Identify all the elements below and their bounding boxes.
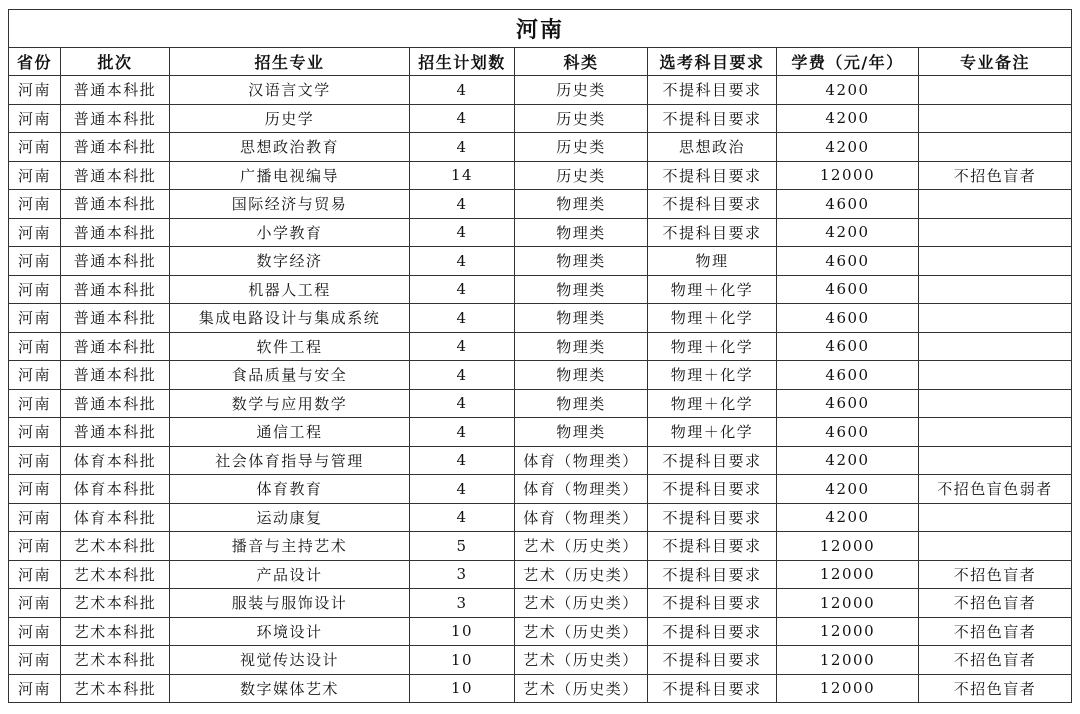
cell-batch: 体育本科批 [61, 446, 170, 475]
column-header-province: 省份 [9, 48, 61, 76]
cell-major: 播音与主持艺术 [170, 532, 410, 561]
table-row [9, 275, 1072, 304]
cell-plan-count: 14 [410, 161, 515, 190]
cell-notes: 不招色盲者 [919, 646, 1072, 675]
cell-subject-requirement: 不提科目要求 [648, 617, 777, 646]
cell-plan-count: 4 [410, 218, 515, 247]
cell-batch: 普通本科批 [61, 418, 170, 447]
cell-subject-requirement: 不提科目要求 [648, 589, 777, 618]
cell-province: 河南 [9, 389, 61, 418]
cell-province: 河南 [9, 532, 61, 561]
cell-batch: 普通本科批 [61, 275, 170, 304]
cell-plan-count: 3 [410, 560, 515, 589]
cell-tuition: 4200 [777, 503, 919, 532]
table-row [9, 190, 1072, 219]
cell-batch: 普通本科批 [61, 332, 170, 361]
cell-major: 数字经济 [170, 247, 410, 276]
cell-category: 历史类 [515, 161, 648, 190]
cell-subject-requirement: 物理 [648, 247, 777, 276]
enrollment-plan-sheet [8, 9, 1071, 703]
cell-plan-count: 3 [410, 589, 515, 618]
cell-batch: 艺术本科批 [61, 560, 170, 589]
cell-province: 河南 [9, 589, 61, 618]
cell-batch: 普通本科批 [61, 218, 170, 247]
cell-province: 河南 [9, 361, 61, 390]
column-header-category: 科类 [515, 48, 648, 76]
cell-subject-requirement: 物理＋化学 [648, 361, 777, 390]
cell-plan-count: 4 [410, 133, 515, 162]
cell-batch: 体育本科批 [61, 503, 170, 532]
cell-tuition: 12000 [777, 161, 919, 190]
cell-subject-requirement: 物理＋化学 [648, 389, 777, 418]
cell-category: 历史类 [515, 133, 648, 162]
cell-subject-requirement: 不提科目要求 [648, 218, 777, 247]
cell-batch: 艺术本科批 [61, 532, 170, 561]
table-body [9, 76, 1072, 703]
cell-notes [919, 190, 1072, 219]
cell-category: 艺术（历史类） [515, 589, 648, 618]
cell-province: 河南 [9, 304, 61, 333]
cell-notes: 不招色盲者 [919, 674, 1072, 703]
cell-tuition: 4600 [777, 389, 919, 418]
cell-batch: 普通本科批 [61, 76, 170, 105]
column-header-subject-requirement: 选考科目要求 [648, 48, 777, 76]
cell-category: 物理类 [515, 361, 648, 390]
cell-plan-count: 4 [410, 332, 515, 361]
cell-tuition: 4200 [777, 446, 919, 475]
cell-major: 集成电路设计与集成系统 [170, 304, 410, 333]
cell-subject-requirement: 物理＋化学 [648, 332, 777, 361]
cell-notes [919, 275, 1072, 304]
cell-province: 河南 [9, 190, 61, 219]
table-row [9, 361, 1072, 390]
cell-category: 艺术（历史类） [515, 646, 648, 675]
title-row [9, 10, 1072, 48]
cell-major: 软件工程 [170, 332, 410, 361]
cell-plan-count: 4 [410, 190, 515, 219]
cell-major: 运动康复 [170, 503, 410, 532]
cell-subject-requirement: 不提科目要求 [648, 104, 777, 133]
cell-notes [919, 304, 1072, 333]
cell-province: 河南 [9, 503, 61, 532]
cell-category: 物理类 [515, 418, 648, 447]
cell-subject-requirement: 不提科目要求 [648, 76, 777, 105]
cell-tuition: 4200 [777, 76, 919, 105]
cell-category: 物理类 [515, 275, 648, 304]
cell-province: 河南 [9, 646, 61, 675]
cell-subject-requirement: 不提科目要求 [648, 560, 777, 589]
cell-tuition: 4600 [777, 361, 919, 390]
cell-province: 河南 [9, 104, 61, 133]
cell-notes: 不招色盲者 [919, 560, 1072, 589]
cell-plan-count: 10 [410, 646, 515, 675]
cell-batch: 普通本科批 [61, 361, 170, 390]
cell-major: 小学教育 [170, 218, 410, 247]
cell-province: 河南 [9, 218, 61, 247]
column-header-plan-count: 招生计划数 [410, 48, 515, 76]
table-row [9, 389, 1072, 418]
cell-notes: 不招色盲者 [919, 589, 1072, 618]
cell-tuition: 4600 [777, 304, 919, 333]
cell-batch: 普通本科批 [61, 190, 170, 219]
cell-category: 历史类 [515, 104, 648, 133]
cell-category: 艺术（历史类） [515, 532, 648, 561]
cell-major: 体育教育 [170, 475, 410, 504]
table-row [9, 332, 1072, 361]
cell-subject-requirement: 不提科目要求 [648, 646, 777, 675]
cell-tuition: 4600 [777, 275, 919, 304]
cell-plan-count: 4 [410, 418, 515, 447]
cell-province: 河南 [9, 475, 61, 504]
cell-category: 物理类 [515, 218, 648, 247]
cell-tuition: 12000 [777, 532, 919, 561]
cell-subject-requirement: 不提科目要求 [648, 161, 777, 190]
cell-province: 河南 [9, 446, 61, 475]
cell-category: 体育（物理类） [515, 446, 648, 475]
cell-notes [919, 332, 1072, 361]
cell-notes: 不招色盲者 [919, 617, 1072, 646]
cell-notes [919, 532, 1072, 561]
cell-batch: 普通本科批 [61, 247, 170, 276]
table-row [9, 560, 1072, 589]
cell-subject-requirement: 不提科目要求 [648, 190, 777, 219]
cell-category: 历史类 [515, 76, 648, 105]
cell-major: 视觉传达设计 [170, 646, 410, 675]
cell-province: 河南 [9, 76, 61, 105]
table-row [9, 304, 1072, 333]
cell-province: 河南 [9, 133, 61, 162]
cell-major: 广播电视编导 [170, 161, 410, 190]
cell-major: 数学与应用数学 [170, 389, 410, 418]
cell-tuition: 12000 [777, 674, 919, 703]
column-header-tuition: 学费（元/年） [777, 48, 919, 76]
cell-plan-count: 4 [410, 389, 515, 418]
cell-notes [919, 503, 1072, 532]
cell-tuition: 12000 [777, 646, 919, 675]
cell-major: 食品质量与安全 [170, 361, 410, 390]
cell-notes [919, 218, 1072, 247]
cell-notes: 不招色盲色弱者 [919, 475, 1072, 504]
cell-batch: 艺术本科批 [61, 617, 170, 646]
cell-subject-requirement: 不提科目要求 [648, 475, 777, 504]
cell-subject-requirement: 物理＋化学 [648, 304, 777, 333]
cell-major: 服装与服饰设计 [170, 589, 410, 618]
cell-category: 体育（物理类） [515, 503, 648, 532]
cell-batch: 普通本科批 [61, 133, 170, 162]
cell-province: 河南 [9, 418, 61, 447]
table-row [9, 475, 1072, 504]
table-row [9, 133, 1072, 162]
table-row [9, 503, 1072, 532]
table-row [9, 218, 1072, 247]
cell-category: 艺术（历史类） [515, 617, 648, 646]
cell-plan-count: 10 [410, 674, 515, 703]
table-row [9, 446, 1072, 475]
column-header-notes: 专业备注 [919, 48, 1072, 76]
cell-province: 河南 [9, 560, 61, 589]
cell-notes [919, 76, 1072, 105]
cell-tuition: 4200 [777, 475, 919, 504]
cell-category: 体育（物理类） [515, 475, 648, 504]
table-row [9, 646, 1072, 675]
cell-major: 思想政治教育 [170, 133, 410, 162]
cell-plan-count: 5 [410, 532, 515, 561]
cell-subject-requirement: 不提科目要求 [648, 674, 777, 703]
cell-tuition: 4600 [777, 190, 919, 219]
cell-province: 河南 [9, 247, 61, 276]
cell-subject-requirement: 物理＋化学 [648, 275, 777, 304]
cell-province: 河南 [9, 161, 61, 190]
cell-major: 环境设计 [170, 617, 410, 646]
cell-subject-requirement: 物理＋化学 [648, 418, 777, 447]
cell-category: 艺术（历史类） [515, 674, 648, 703]
table-title: 河南 [9, 10, 1072, 48]
cell-category: 物理类 [515, 247, 648, 276]
table-row [9, 104, 1072, 133]
cell-tuition: 4200 [777, 133, 919, 162]
cell-category: 物理类 [515, 332, 648, 361]
cell-major: 产品设计 [170, 560, 410, 589]
cell-subject-requirement: 不提科目要求 [648, 446, 777, 475]
cell-province: 河南 [9, 674, 61, 703]
table-row [9, 76, 1072, 105]
cell-notes [919, 361, 1072, 390]
cell-category: 物理类 [515, 304, 648, 333]
cell-province: 河南 [9, 617, 61, 646]
column-header-batch: 批次 [61, 48, 170, 76]
cell-batch: 艺术本科批 [61, 589, 170, 618]
cell-plan-count: 10 [410, 617, 515, 646]
cell-plan-count: 4 [410, 247, 515, 276]
table-row [9, 247, 1072, 276]
cell-plan-count: 4 [410, 304, 515, 333]
cell-notes [919, 133, 1072, 162]
cell-major: 数字媒体艺术 [170, 674, 410, 703]
cell-batch: 普通本科批 [61, 104, 170, 133]
header-row [9, 48, 1072, 76]
cell-tuition: 12000 [777, 617, 919, 646]
cell-notes: 不招色盲者 [919, 161, 1072, 190]
cell-notes [919, 247, 1072, 276]
cell-category: 物理类 [515, 190, 648, 219]
cell-major: 历史学 [170, 104, 410, 133]
cell-batch: 普通本科批 [61, 389, 170, 418]
cell-tuition: 4200 [777, 218, 919, 247]
table-row [9, 532, 1072, 561]
table-row [9, 418, 1072, 447]
cell-plan-count: 4 [410, 275, 515, 304]
table-row [9, 617, 1072, 646]
table-row [9, 589, 1072, 618]
cell-batch: 艺术本科批 [61, 674, 170, 703]
cell-notes [919, 418, 1072, 447]
cell-subject-requirement: 不提科目要求 [648, 532, 777, 561]
cell-plan-count: 4 [410, 503, 515, 532]
cell-batch: 普通本科批 [61, 161, 170, 190]
cell-plan-count: 4 [410, 475, 515, 504]
cell-plan-count: 4 [410, 361, 515, 390]
cell-tuition: 4600 [777, 247, 919, 276]
cell-batch: 普通本科批 [61, 304, 170, 333]
cell-category: 艺术（历史类） [515, 560, 648, 589]
table-row [9, 161, 1072, 190]
cell-tuition: 4600 [777, 332, 919, 361]
cell-notes [919, 389, 1072, 418]
cell-batch: 艺术本科批 [61, 646, 170, 675]
enrollment-table [8, 9, 1072, 703]
cell-major: 国际经济与贸易 [170, 190, 410, 219]
cell-major: 通信工程 [170, 418, 410, 447]
cell-plan-count: 4 [410, 104, 515, 133]
cell-tuition: 4600 [777, 418, 919, 447]
cell-tuition: 4200 [777, 104, 919, 133]
cell-notes [919, 446, 1072, 475]
cell-major: 汉语言文学 [170, 76, 410, 105]
cell-batch: 体育本科批 [61, 475, 170, 504]
cell-major: 社会体育指导与管理 [170, 446, 410, 475]
column-header-major: 招生专业 [170, 48, 410, 76]
cell-tuition: 12000 [777, 560, 919, 589]
cell-subject-requirement: 不提科目要求 [648, 503, 777, 532]
cell-category: 物理类 [515, 389, 648, 418]
cell-plan-count: 4 [410, 446, 515, 475]
cell-province: 河南 [9, 332, 61, 361]
cell-subject-requirement: 思想政治 [648, 133, 777, 162]
cell-plan-count: 4 [410, 76, 515, 105]
table-row [9, 674, 1072, 703]
cell-major: 机器人工程 [170, 275, 410, 304]
cell-notes [919, 104, 1072, 133]
cell-province: 河南 [9, 275, 61, 304]
cell-tuition: 12000 [777, 589, 919, 618]
